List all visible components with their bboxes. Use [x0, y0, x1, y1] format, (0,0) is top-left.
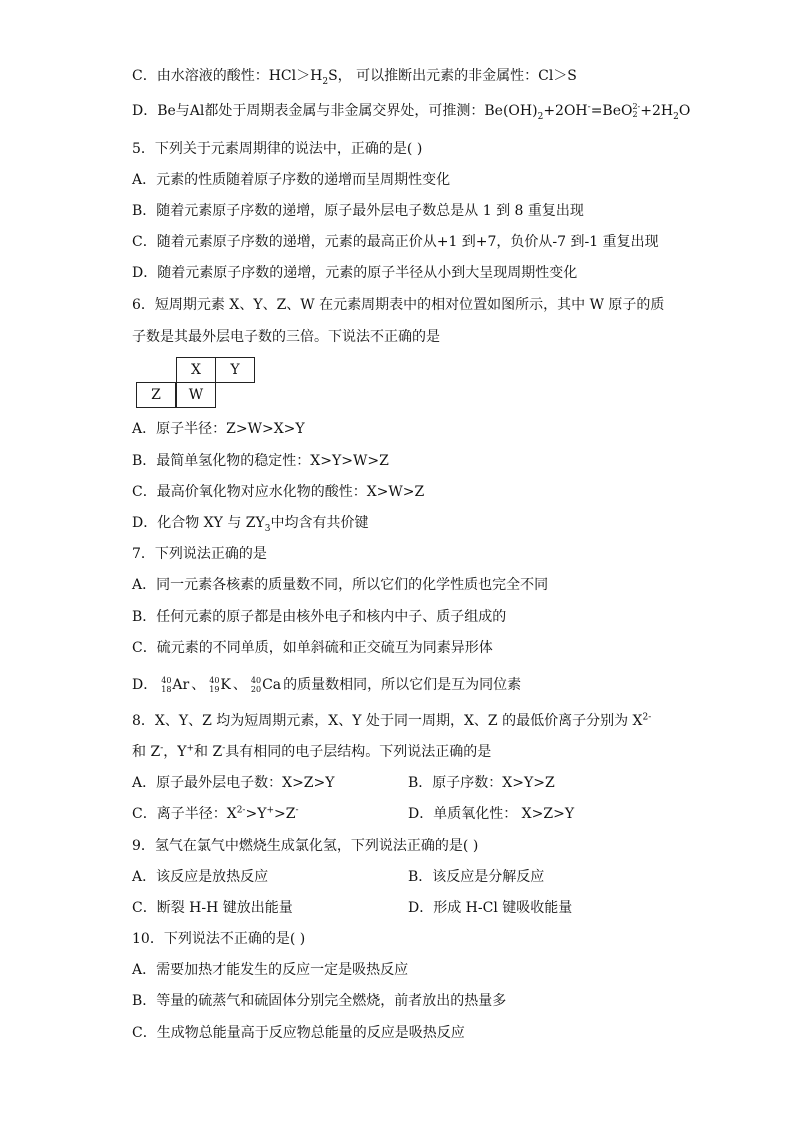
question-9-option-a: A．该反应是放热反应 [132, 869, 269, 885]
question-9-option-c: C．断裂 H-H 键放出能量 [132, 900, 293, 916]
isotope-k: 40 19 K [209, 676, 231, 694]
cell-y: Y [215, 357, 255, 383]
periodic-table-figure [136, 357, 260, 409]
question-6-option-d: D．化合物 XY 与 $ZY_3$中均含有共价键 [132, 515, 369, 534]
question-8-stem-line2: 和 Z-，Y+和 Z-具有相同的电子层结构。下列说法正确的是 [132, 743, 492, 760]
question-10-option-c: C．生成物总能量高于反应物总能量的反应是吸热反应 [132, 1025, 465, 1041]
question-9-stem: 9．氢气在氯气中燃烧生成氯化氢，下列说法正确的是( ) [132, 838, 479, 854]
question-5-option-a: A．元素的性质随着原子序数的递增而呈周期性变化 [132, 172, 451, 188]
question-6-stem-line2: 子数是其最外层电子数的三倍。下说法不正确的是 [132, 329, 440, 345]
cell-x: X [176, 357, 216, 383]
question-7-option-b: B．任何元素的原子都是由核外电子和核内中子、质子组成的 [132, 609, 507, 625]
isotope-ar: 40 18 Ar [161, 676, 190, 694]
question-8-option-c: C．离子半径：$X^{2-}>Y^+>Z^-$ [132, 805, 299, 822]
prev-option-c: C．由水溶液的酸性：$HCl>H_2S$， 可以推断出元素的非金属性：Cl＞S [132, 68, 577, 87]
question-8-option-d: D．单质氧化性： X>Z>Y [408, 806, 575, 822]
question-8-option-b: B．原子序数：X>Y>Z [408, 775, 555, 791]
question-5-option-b: B．随着元素原子序数的递增，原子最外层电子数总是从 1 到 8 重复出现 [132, 203, 584, 219]
cell-z: Z [136, 382, 176, 408]
question-7-option-d: D． 40 18 Ar 、 40 19 K 、 40 20 Ca 的质量数相同，所以它们是互为同位素 [132, 672, 521, 698]
question-7-option-c: C．硫元素的不同单质，如单斜硫和正交硫互为同素异形体 [132, 640, 493, 656]
question-5-option-d: D．随着元素原子序数的递增，元素的原子半径从小到大呈现周期性变化 [132, 265, 578, 281]
question-9-option-b: B．该反应是分解反应 [408, 869, 545, 885]
question-6-stem-line1: 6．短周期元素 X、Y、Z、W 在元素周期表中的相对位置如图所示，其中 W 原子的质 [132, 297, 665, 313]
question-6-option-c: C．最高价氧化物对应水化物的酸性：X>W>Z [132, 484, 425, 500]
cell-w: W [176, 382, 216, 408]
question-10-stem: 10．下列说法不正确的是( ) [132, 931, 306, 947]
question-10-option-a: A．需要加热才能发生的反应一定是吸热反应 [132, 962, 409, 978]
question-6-option-b: B．最简单氢化物的稳定性：X>Y>W>Z [132, 453, 389, 469]
question-10-option-b: B．等量的硫蒸气和硫固体分别完全燃烧，前者放出的热量多 [132, 993, 507, 1009]
isotope-ca: 40 20 Ca [250, 676, 282, 694]
question-8-option-a: A．原子最外层电子数：X>Z>Y [132, 775, 335, 791]
question-5-stem: 5．下列关于元素周期律的说法中，正确的是( ) [132, 141, 423, 157]
prev-option-d: D．Be与Al都处于周期表金属与非金属交界处，可推测：$Be(OH)_2+2OH^-=BeO$ 2- 2 $+2H_2O$ [132, 102, 691, 122]
question-7-option-a: A．同一元素各核素的质量数不同，所以它们的化学性质也完全不同 [132, 577, 549, 593]
question-5-option-c: C．随着元素原子序数的递增，元素的最高正价从+1 到+7，负价从-7 到-1 重复出现 [132, 234, 659, 250]
question-6-option-a: A．原子半径：Z>W>X>Y [132, 421, 305, 437]
question-8-stem-line1: 8．X、Y、Z 均为短周期元素，X、Y 处于同一周期，X、Z 的最低价离子分别为 $X^{2-}$ [132, 712, 652, 729]
question-9-option-d: D．形成 H-Cl 键吸收能量 [408, 900, 573, 916]
question-7-stem: 7．下列说法正确的是 [132, 546, 267, 562]
